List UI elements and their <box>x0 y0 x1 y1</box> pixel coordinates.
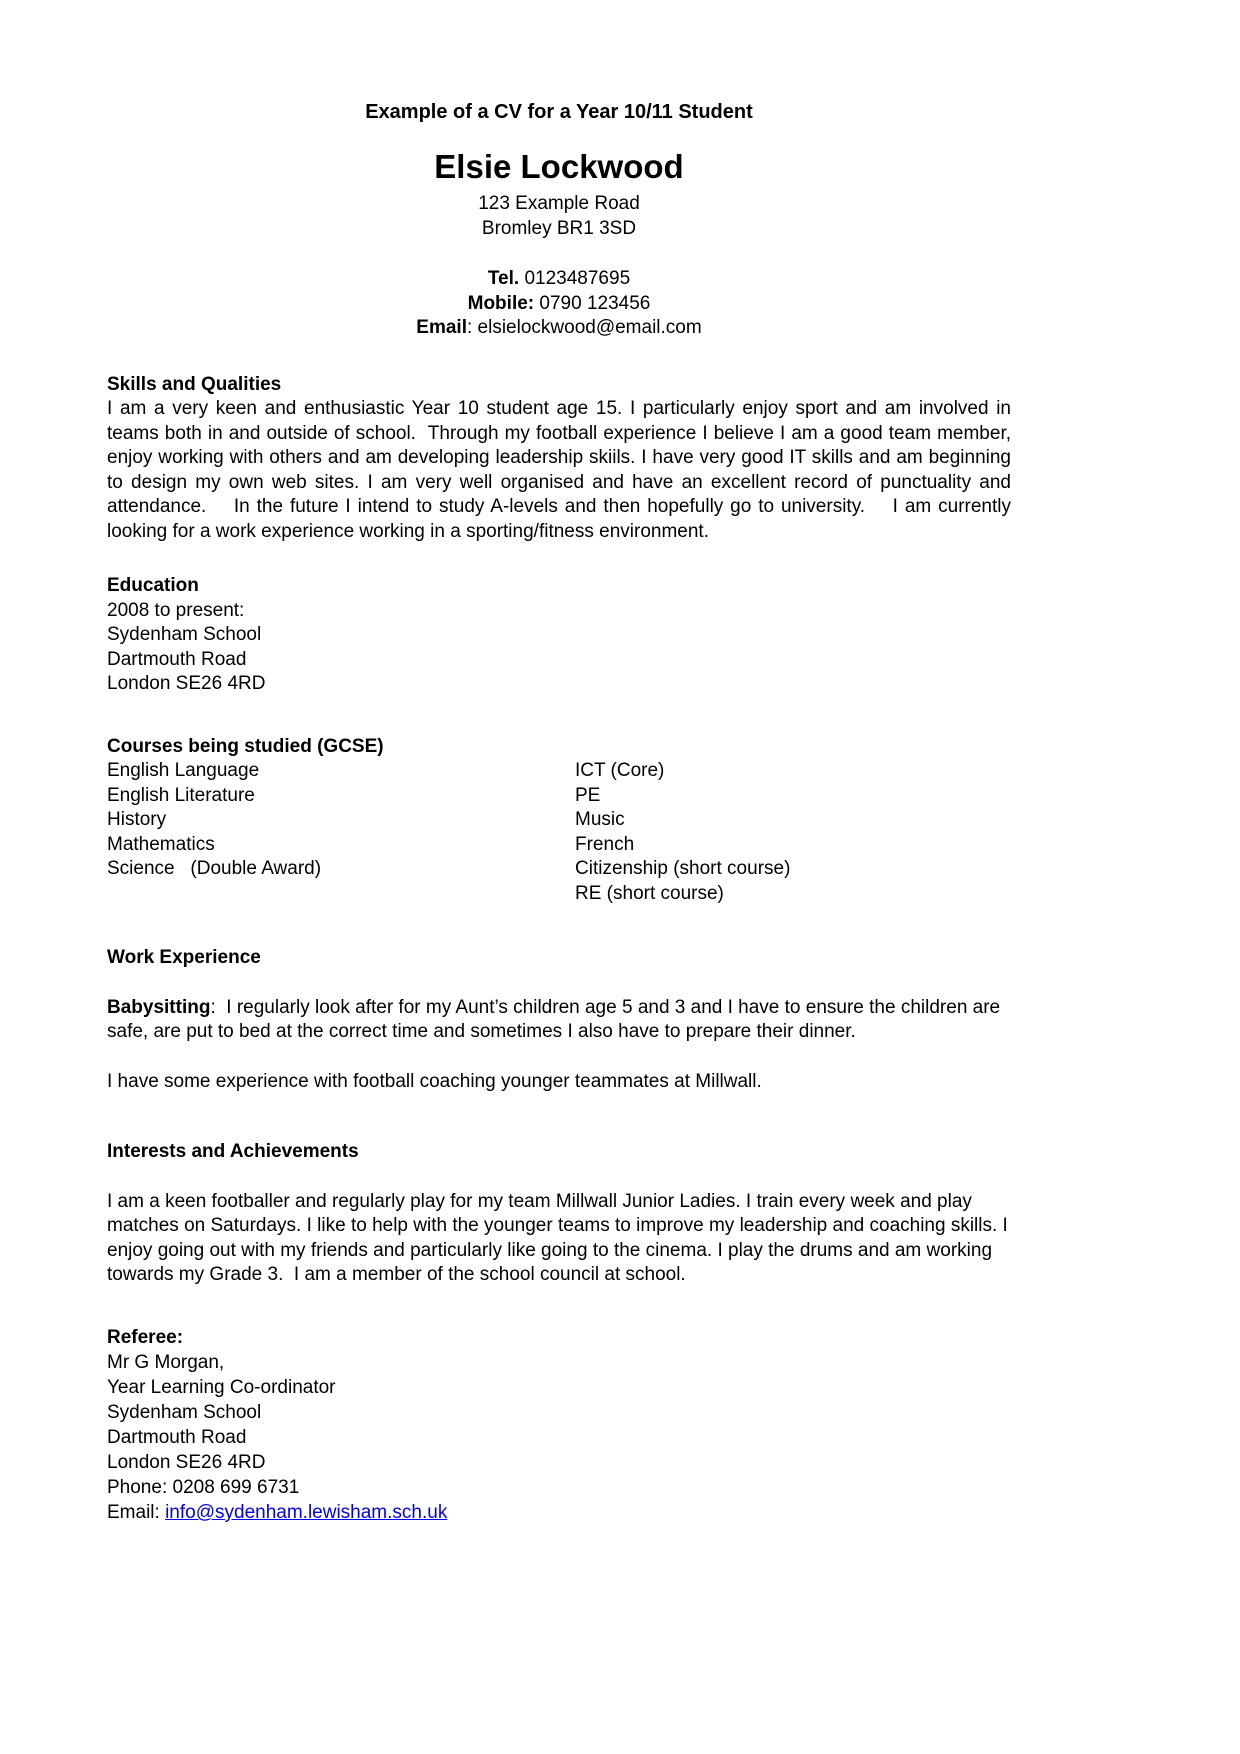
address-line-1: 123 Example Road <box>478 193 640 214</box>
babysitting-paragraph <box>107 996 1011 1045</box>
course-item: Citizenship (short course) <box>575 858 791 879</box>
skills-paragraph: I am a very keen and enthusiastic Year 10 student age 15. I particularly enjoy sport and am involved in teams both in and outside of school. Through my football experience I believe I am a good team member, enjoy working with others and am developing leadership skiils. I have very good IT skills and am beginning to design my own web sites. I am very well organised and have an excellent record of punctuality and attendance. In the future I intend to study A-levels and then hopefully go to university. I am currently looking for a work experience working in a sporting/fitness environment. <box>107 398 1017 542</box>
cv-content <box>107 0 1017 1525</box>
email-line <box>107 316 1011 341</box>
course-item: Science (Double Award) <box>107 858 322 879</box>
email-value: : elsielockwood@email.com <box>466 317 702 338</box>
course-item: English Language <box>107 760 260 781</box>
course-item: Music <box>575 809 625 830</box>
courses-heading: Courses being studied (GCSE) <box>107 735 384 757</box>
referee-role-line: Year Learning Co-ordinator <box>107 1377 336 1398</box>
skills-section <box>107 373 1017 545</box>
courses-column-right <box>575 759 1011 906</box>
address-line-2: Bromley BR1 3SD <box>481 217 637 239</box>
babysitting-text: : I regularly look after for my Aunt’s children age 5 and 3 and I have to ensure the children are safe, are put to bed at the correct time and sometimes I also have to prepare their dinner. <box>107 996 1006 1042</box>
education-section <box>107 574 1011 697</box>
referee-city-line: London SE26 4RD <box>107 1452 266 1473</box>
referee-name-line: Mr G Morgan, <box>107 1352 225 1373</box>
mobile-value: 0790 123456 <box>534 292 651 314</box>
interests-paragraph: I am a keen footballer and regularly play for my team Millwall Junior Ladies. I train every week and play matches on Saturdays. I like to help with the younger teams to improve my leadership and coaching skills. I enjoy going out with my friends and particularly like going to the cinema. I play the drums and am working towards my Grade 3. I am a member of the school council at school. <box>107 1190 1014 1285</box>
contact-block <box>107 267 1011 341</box>
telephone-label: Tel. <box>487 268 520 289</box>
education-line: London SE26 4RD <box>107 673 266 694</box>
education-line: Dartmouth Road <box>107 648 247 670</box>
courses-column-left <box>107 759 575 906</box>
referee-section <box>107 1326 1011 1526</box>
courses-section <box>107 735 1011 907</box>
work-experience-heading: Work Experience <box>107 947 261 968</box>
education-line: 2008 to present: <box>107 599 245 621</box>
person-name: Elsie Lockwood <box>434 148 684 185</box>
referee-phone-line: Phone: 0208 699 6731 <box>107 1477 300 1498</box>
telephone-line <box>107 267 1011 292</box>
course-item: English Literature <box>107 784 255 806</box>
course-item: History <box>107 809 167 830</box>
referee-heading: Referee: <box>107 1326 184 1348</box>
mobile-line <box>107 292 1011 317</box>
referee-school-line: Sydenham School <box>107 1402 262 1423</box>
telephone-value: 0123487695 <box>519 268 631 289</box>
referee-road-line: Dartmouth Road <box>107 1427 247 1448</box>
interests-heading: Interests and Achievements <box>107 1141 359 1162</box>
skills-heading: Skills and Qualities <box>107 373 282 395</box>
course-item: French <box>575 833 635 855</box>
babysitting-label: Babysitting <box>107 996 211 1018</box>
interests-section <box>107 1140 1014 1288</box>
work-experience-section <box>107 946 1011 1094</box>
mobile-label: Mobile: <box>467 292 535 314</box>
referee-email-label: Email: <box>107 1502 166 1523</box>
education-heading: Education <box>107 575 199 596</box>
referee-email-link[interactable]: info@sydenham.lewisham.sch.uk <box>165 1502 448 1523</box>
document-title: Example of a CV for a Year 10/11 Student <box>365 101 753 123</box>
courses-columns <box>107 759 1011 906</box>
education-line: Sydenham School <box>107 624 262 645</box>
email-label: Email <box>416 317 467 338</box>
course-item: Mathematics <box>107 833 215 855</box>
course-item: RE (short course) <box>575 882 724 904</box>
referee-email-line <box>107 1500 1011 1525</box>
course-item: ICT (Core) <box>575 760 665 781</box>
football-coaching-paragraph: I have some experience with football coaching younger teammates at Millwall. <box>107 1070 762 1092</box>
course-item: PE <box>575 784 601 806</box>
